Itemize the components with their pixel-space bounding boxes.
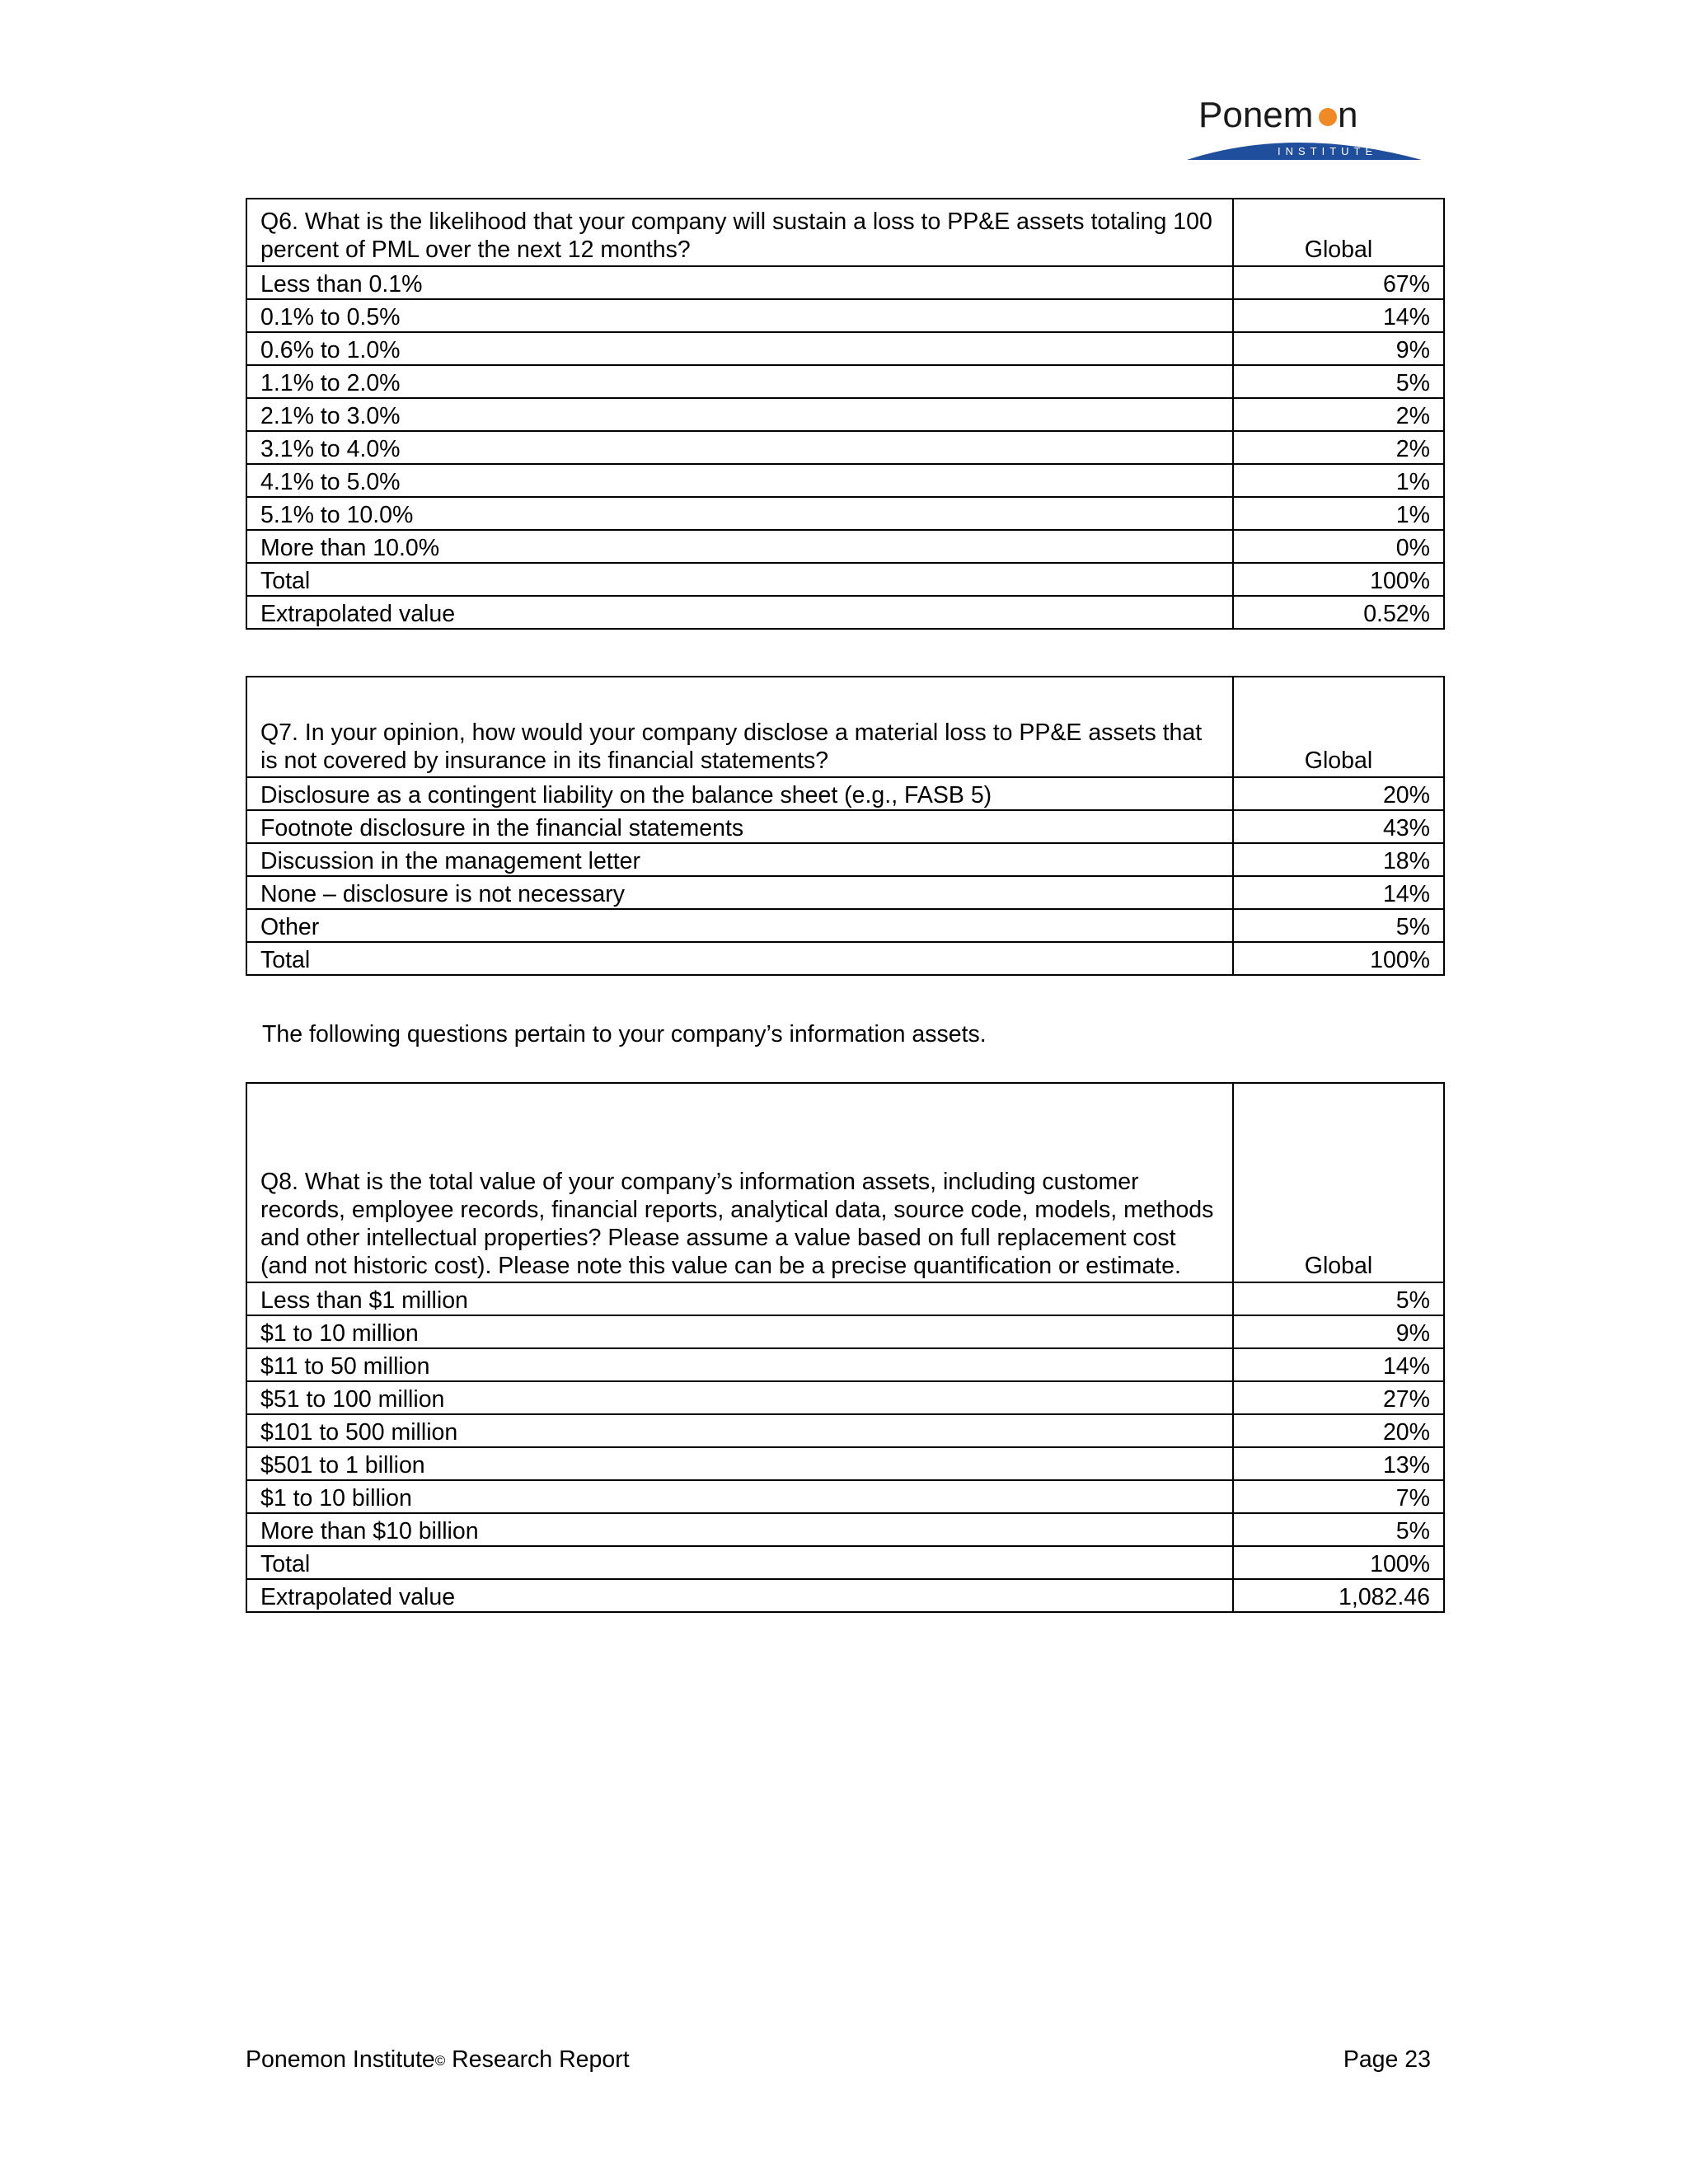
table-row-total [246,1546,1444,1579]
footer-institute: Ponemon Institute [246,2046,435,2073]
q6-table [246,198,1445,630]
row-label: 1.1% to 2.0% [246,365,1233,398]
table-row [246,777,1444,810]
row-label: Footnote disclosure in the financial statements [246,810,1233,843]
row-label: $101 to 500 million [246,1414,1233,1447]
q6-question: Q6. What is the likelihood that your company will sustain a loss to PP&E assets totaling 100 percent of PML over the next 12 months? [246,199,1233,266]
q8-column-header: Global [1233,1083,1444,1282]
row-label: Total [246,563,1233,596]
row-label: Other [246,909,1233,942]
row-value: 14% [1233,1348,1444,1381]
q6-header-row [246,199,1444,266]
row-label: Disclosure as a contingent liability on the balance sheet (e.g., FASB 5) [246,777,1233,810]
table-row-total [246,563,1444,596]
row-value: 0% [1233,530,1444,563]
table-row-extrapolated [246,1579,1444,1612]
row-label: Less than 0.1% [246,266,1233,299]
row-label: $11 to 50 million [246,1348,1233,1381]
logo-name-end: n [1338,95,1358,135]
table-row [246,266,1444,299]
ponemon-logo [1187,92,1434,166]
row-value: 27% [1233,1381,1444,1414]
table-row [246,843,1444,876]
q7-question: Q7. In your opinion, how would your company disclose a material loss to PP&E assets that is not covered by insurance in its financial statements? [246,677,1233,777]
row-label: Total [246,942,1233,975]
table-row [246,1513,1444,1546]
table-row [246,1381,1444,1414]
q8-table [246,1082,1445,1613]
table-row-extrapolated [246,596,1444,629]
table-row [246,365,1444,398]
row-label: 0.1% to 0.5% [246,299,1233,332]
row-value: 9% [1233,1315,1444,1348]
table-row [246,876,1444,909]
page-number: Page 23 [1343,2046,1431,2073]
logo-name-start: Ponem [1198,95,1314,135]
q8-header-row [246,1083,1444,1282]
table-row [246,1414,1444,1447]
table-row [246,299,1444,332]
table-row [246,1315,1444,1348]
row-label: Extrapolated value [246,1579,1233,1612]
row-label: 5.1% to 10.0% [246,497,1233,530]
row-label: None – disclosure is not necessary [246,876,1233,909]
row-value: 0.52% [1233,596,1444,629]
table-row [246,909,1444,942]
row-value: 14% [1233,299,1444,332]
row-label: 2.1% to 3.0% [246,398,1233,431]
row-value: 7% [1233,1480,1444,1513]
row-value: 14% [1233,876,1444,909]
q8-question: Q8. What is the total value of your company’s information assets, including customer records, employee records, financial reports, analytical data, source code, models, methods and other intellectual properties? Please assume a value based on full replacement cost (and not historic cost). Please note this value can be a precise quantification or estimate. [246,1083,1233,1282]
row-value: 2% [1233,398,1444,431]
row-value: 5% [1233,365,1444,398]
footer-report-title [246,2046,630,2075]
row-label: $51 to 100 million [246,1381,1233,1414]
q7-table [246,676,1445,976]
section-intro-text: The following questions pertain to your company’s information assets. [262,1021,987,1047]
table-row [246,1447,1444,1480]
row-label: Less than $1 million [246,1282,1233,1315]
q6-column-header: Global [1233,199,1444,266]
row-label: Extrapolated value [246,596,1233,629]
table-row [246,1480,1444,1513]
copyright-symbol: © [434,2053,446,2069]
row-label: $1 to 10 billion [246,1480,1233,1513]
row-value: 100% [1233,563,1444,596]
row-label: Total [246,1546,1233,1579]
logo-subtitle: INSTITUTE [1278,145,1378,157]
row-value: 100% [1233,1546,1444,1579]
footer-report-suffix: Research Report [445,2046,630,2073]
row-value: 2% [1233,431,1444,464]
row-label: $501 to 1 billion [246,1447,1233,1480]
row-value: 1,082.46 [1233,1579,1444,1612]
row-label: $1 to 10 million [246,1315,1233,1348]
table-row [246,530,1444,563]
row-value: 5% [1233,1513,1444,1546]
logo-dot [1319,108,1337,126]
table-row [246,1282,1444,1315]
row-value: 100% [1233,942,1444,975]
table-row [246,431,1444,464]
table-row [246,332,1444,365]
row-value: 18% [1233,843,1444,876]
row-label: More than $10 billion [246,1513,1233,1546]
row-label: 4.1% to 5.0% [246,464,1233,497]
row-label: 3.1% to 4.0% [246,431,1233,464]
row-value: 20% [1233,1414,1444,1447]
row-label: More than 10.0% [246,530,1233,563]
row-value: 67% [1233,266,1444,299]
row-value: 20% [1233,777,1444,810]
row-value: 13% [1233,1447,1444,1480]
row-label: 0.6% to 1.0% [246,332,1233,365]
table-row [246,497,1444,530]
table-row-total [246,942,1444,975]
row-label: Discussion in the management letter [246,843,1233,876]
row-value: 5% [1233,909,1444,942]
table-row [246,810,1444,843]
row-value: 1% [1233,464,1444,497]
row-value: 43% [1233,810,1444,843]
table-row [246,398,1444,431]
row-value: 5% [1233,1282,1444,1315]
table-row [246,1348,1444,1381]
row-value: 1% [1233,497,1444,530]
q7-header-row [246,677,1444,777]
q7-column-header: Global [1233,677,1444,777]
ponemon-logo-graphic [1187,92,1434,166]
table-row [246,464,1444,497]
row-value: 9% [1233,332,1444,365]
